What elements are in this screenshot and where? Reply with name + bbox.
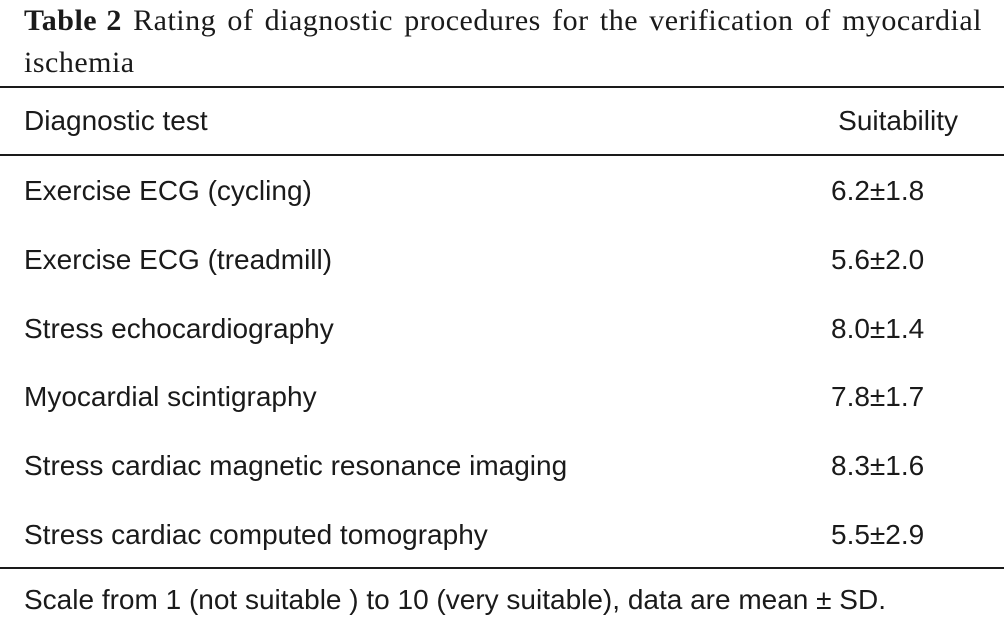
cell-suitability: 7.8±1.7 [831, 381, 925, 413]
table-header-row [0, 88, 1004, 154]
table-row [0, 226, 1004, 295]
cell-diagnostic-test: Exercise ECG (treadmill) [24, 243, 333, 275]
table-body [0, 157, 1004, 570]
cell-diagnostic-test: Stress echocardiography [24, 312, 334, 344]
table-label: Table 2 [24, 4, 122, 37]
table-row [0, 363, 1004, 432]
cell-diagnostic-test: Myocardial scintigraphy [24, 381, 317, 413]
cell-diagnostic-test: Exercise ECG (cycling) [24, 175, 312, 206]
table-row [0, 432, 1004, 501]
cell-suitability: 8.0±1.4 [831, 312, 925, 344]
table-footnote: Scale from 1 (not suitable ) to 10 (very suitable), data are mean ± SD. [24, 584, 886, 615]
cell-suitability: 5.6±2.0 [831, 243, 925, 275]
cell-suitability: 6.2±1.8 [831, 175, 925, 206]
table-title: Rating of diagnostic procedures for the verification of myocardial ischemia [24, 4, 983, 79]
table-row [0, 295, 1004, 364]
cell-suitability: 5.5±2.9 [831, 518, 925, 550]
table-row [0, 157, 1004, 226]
cell-suitability: 8.3±1.6 [831, 450, 925, 482]
cell-diagnostic-test: Stress cardiac computed tomography [24, 518, 488, 550]
header-rule [0, 154, 1004, 156]
header-suitability: Suitability [838, 105, 958, 136]
header-diagnostic-test: Diagnostic test [24, 105, 208, 136]
table-row [0, 501, 1004, 570]
cell-diagnostic-test: Stress cardiac magnetic resonance imaging [24, 450, 568, 482]
bottom-rule [0, 567, 1004, 569]
table-caption [24, 0, 982, 84]
